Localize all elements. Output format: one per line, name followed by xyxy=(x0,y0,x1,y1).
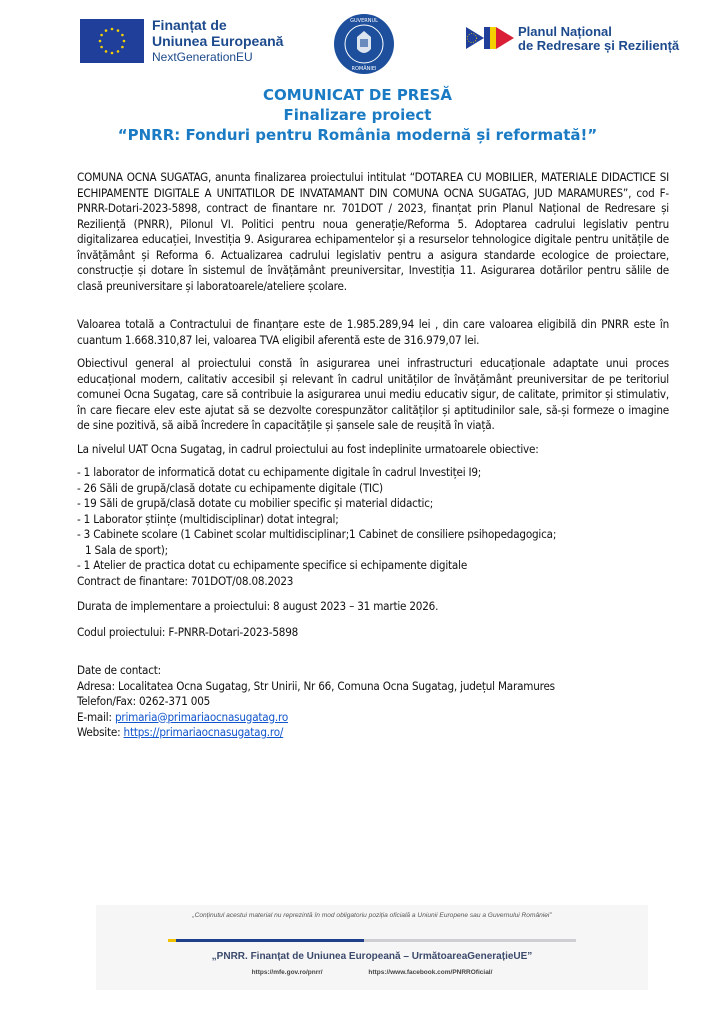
footer-links xyxy=(96,969,648,976)
title-project-completion: Finalizare proiect xyxy=(283,106,432,124)
title-project-name: “PNRR: Fonduri pentru România modernă și reformată!” xyxy=(117,126,598,144)
footer-link-mfe[interactable]: https://mfe.gov.ro/pnrr/ xyxy=(251,969,323,976)
eu-funding-logo xyxy=(80,17,283,65)
pnrr-logo-line2: de Redresare și Reziliență xyxy=(518,38,680,53)
contact-phone: Telefon/Fax: 0262-371 005 xyxy=(77,694,211,708)
list-item: - 19 Săli de grupă/clasă dotate cu mobilier specific și material didactic; xyxy=(77,496,434,510)
value-paragraph: Valoarea totală a Contractului de finanțare este de 1.985.289,94 lei , din care valoarea eligibilă din PNRR este în cuantum 1.668.310,87 lei, valoarea TVA eligibil aferentă este de 316.979,07 lei. xyxy=(77,317,669,347)
list-item: - 1 Atelier de practica dotat cu echipamente specifice si echipamente digitale xyxy=(77,558,468,572)
contact-section xyxy=(77,663,669,741)
footer-link-facebook[interactable]: https://www.facebook.com/PNRROficial/ xyxy=(368,969,493,976)
contact-website-row xyxy=(77,725,669,741)
list-item: - 3 Cabinete scolare (1 Cabinet scolar multidisciplinar;1 Cabinet de consiliere psihopedagogica; xyxy=(77,527,557,541)
list-item: - 26 Săli de grupă/clasă dotate cu echipamente digitale (TIC) xyxy=(77,480,383,495)
website-link[interactable]: https://primariaocnasugatag.ro/ xyxy=(123,725,284,739)
title-press-release: COMUNICAT DE PRESĂ xyxy=(262,86,453,104)
gov-seal-top-text: GUVERNUL xyxy=(350,18,378,24)
project-code: Codul proiectului: F-PNRR-Dotari-2023-5898 xyxy=(77,624,299,639)
intro-paragraph: COMUNA OCNA SUGATAG, anunta finalizarea proiectului intitulat “DOTAREA CU MOBILIER, MATERIALE DIDACTICE SI ECHIPAMENTE DIGITALE A UNITATILOR DE INVATAMANT DIN COMUNA OCNA SUGATAG, JUD MARAMURES”, cod F-PNRR-Dotari-2023-5898, contract de finantare nr. 701DOT / 2023, finanțat prin Planul Național de Redresare și Reziliență (PNRR), Pilonul VI. Politici pentru noua generație/Reforma 5. Adoptarea cadrului legislativ pentru digitalizarea educației, Investiția 9. Asigurarea echipamentelor și a resurselor tehnologice digitale pentru unitățile de învățământ și Reforma 6. Actualizarea cadrului legislativ pentru a asigura standarde ecologice de proiectare, construcție și dotare în sistemul de învățământ preuniversitar, Investiția 11. Asigurarea dotărilor pentru sălile de clasă preuniversitare și laboratoarele/ateliere școlare. xyxy=(77,170,669,293)
email-link[interactable]: primaria@primariaocnasugatag.ro xyxy=(114,709,289,724)
contact-heading: Date de contact: xyxy=(77,663,161,677)
contact-address: Adresa: Localitatea Ocna Sugatag, Str Unirii, Nr 66, Comuna Ocna Sugatag, județul Maramures xyxy=(77,678,555,693)
eu-logo-line2: Uniunea Europeană xyxy=(152,33,284,49)
footer-disclaimer: „Conținutul acestui material nu reprezintă în mod obligatoriu poziția oficială a Uniunii Europene sau a Guvernului României” xyxy=(192,912,552,919)
eu-logo-line3: NextGenerationEU xyxy=(152,50,253,64)
list-item: - 1 Laborator științe (multidisciplinar) dotat integral; xyxy=(77,511,339,526)
press-release-title xyxy=(0,85,715,145)
contract-number: Contract de finantare: 701DOT/08.08.2023 xyxy=(77,573,294,588)
uat-intro: La nivelul UAT Ocna Sugatag, in cadrul proiectului au fost indeplinite urmatoarele obiective: xyxy=(77,441,539,456)
email-label: E-mail: xyxy=(77,709,115,724)
footer-slogan: „PNRR. Finanțat de Uniunea Europeană – UrmătoareaGenerațieUE” xyxy=(211,951,533,962)
pnrr-logo-line1: Planul Național xyxy=(518,24,612,39)
website-label: Website: xyxy=(77,725,124,739)
pnrr-footer-banner xyxy=(96,905,648,990)
footer-bar-fill xyxy=(176,939,364,942)
pnrr-logo xyxy=(466,25,679,53)
objectives-list xyxy=(77,465,669,574)
footer-progress-bar xyxy=(176,939,576,942)
gov-seal-bottom-text: ROMÂNIEI xyxy=(351,66,377,72)
eu-flag-icon xyxy=(80,19,144,63)
implementation-duration: Durata de implementare a proiectului: 8 august 2023 – 31 martie 2026. xyxy=(77,599,439,613)
footer-bar-tip xyxy=(168,939,176,942)
list-item: - 1 laborator de informatică dotat cu echipamente digitale în cadrul Investiței I9; xyxy=(77,465,482,479)
list-item: 1 Sala de sport); xyxy=(85,542,168,557)
eu-logo-line1: Finanțat de xyxy=(152,17,227,33)
objective-paragraph: Obiectivul general al proiectului constă în asigurarea unei infrastructuri educaționale adaptate unui proces educațional modern, calitativ accesibil și relevant în cadrul unităților de învățământ preuniversitar de pe teritoriul comunei Ocna Sugatag, care să contribuie la asigurarea unui mediu educativ sigur, de calitate, primitor și stimulativ, în care fiecare elev este ajutat să se dezvolte corespunzător calităților și aptitudinilor sale, să-și formeze o imagine de sine pozitivă, să aibă încredere în capacitățile și șansele sale de reușită în viață. xyxy=(77,356,669,432)
pnrr-arrows-icon xyxy=(466,25,516,51)
romanian-government-seal-icon xyxy=(333,13,395,75)
press-release-body xyxy=(77,170,669,741)
contact-email-row xyxy=(77,710,669,726)
